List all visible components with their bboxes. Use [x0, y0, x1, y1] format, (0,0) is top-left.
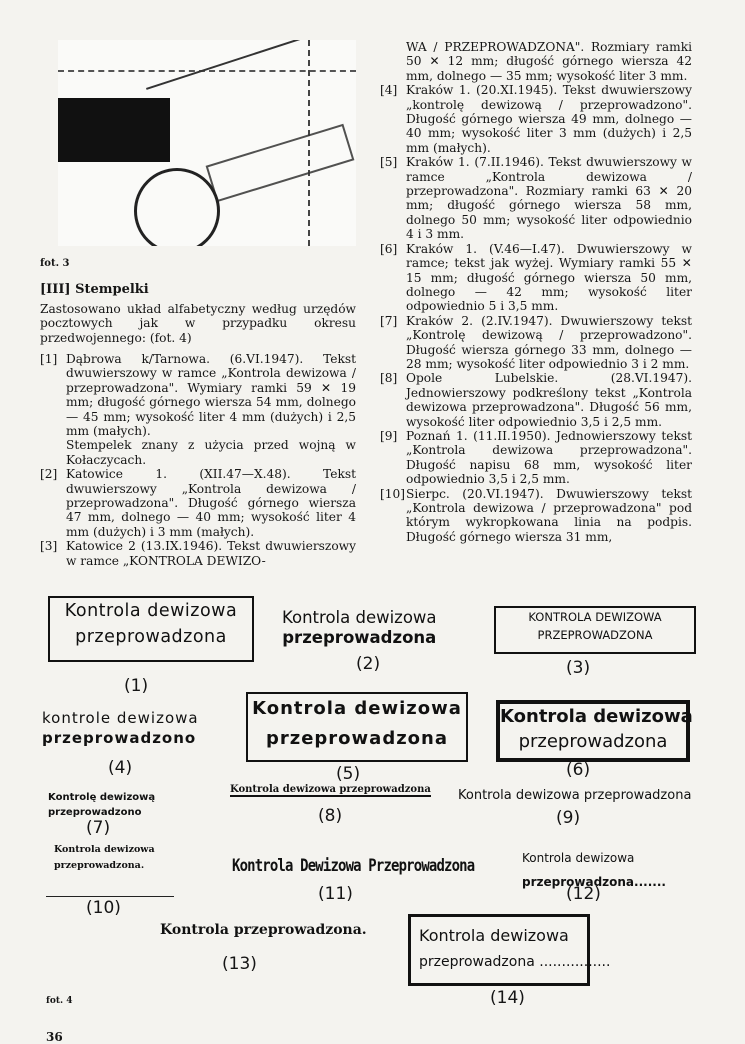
stamp-line-1: Kontrola dewizowa przeprowadzona [458, 788, 692, 803]
stamp-10 [54, 842, 155, 874]
catalog-entry [380, 155, 692, 241]
stamp-line-1: Kontrolę dewizową [48, 792, 156, 803]
stamp-label-13: (13) [222, 954, 257, 974]
stamp-line-1: Kontrola dewizowa [252, 698, 462, 719]
entry-number: [3] [40, 539, 58, 554]
entry-text: Poznań 1. (11.II.1950). Jednowierszowy tekst „Kontrola dewizowa przeprowadzona". Długość napisu 68 mm, wysokość liter odpowiednio 3,5 i 2,5 mm. [406, 428, 692, 487]
entry-number: [8] [380, 371, 398, 386]
entry-number: [2] [40, 467, 58, 482]
page-number: 36 [46, 1030, 63, 1044]
catalog-entry [40, 467, 356, 539]
stamp-line-1: Kontrola przeprowadzona. [160, 922, 367, 938]
entry-number: [7] [380, 313, 398, 328]
entry-text: Katowice 2 (13.IX.1946). Tekst dwuwierszowy w ramce „KONTROLA DEWIZO- [66, 539, 356, 568]
stamp-line-1: Kontrola dewizowa [282, 608, 437, 627]
stamp-5 [246, 692, 468, 762]
stamp-4 [42, 708, 199, 748]
entry-number: [5] [380, 155, 398, 170]
entry-text: Dąbrowa k/Tarnowa. (6.VI.1947). Tekst dwuwierszowy w ramce „Kontrola dewizowa / przeprowadzona". Wymiary ramki 59 ✕ 19 mm; długość górnego wiersza 54 mm, dolnego — 45 mm; wysokość liter 4 mm (dużych) i 2,5 mm (małych). [66, 352, 356, 439]
stamp-line-1: Kontrola dewizowa [522, 851, 635, 865]
stamp-13 [160, 922, 367, 938]
entry-number: [1] [40, 352, 58, 366]
stamp-6 [496, 700, 693, 762]
stamp-11 [232, 856, 474, 876]
stamp-line-2: przeprowadzona ................ [419, 954, 611, 970]
stamp-line-2: przeprowadzona [518, 731, 668, 752]
stamp-line-2: przeprowadzono [42, 729, 197, 747]
stamp-label-4: (4) [108, 758, 133, 778]
right-column [380, 40, 692, 544]
stamp-label-8: (8) [318, 806, 343, 826]
left-column [40, 352, 356, 568]
section-heading: [III] Stempelki [40, 282, 149, 297]
photo-postmark [134, 168, 220, 246]
entry-note: Stempelek znany z użycia przed wojną w Kołaczycach. [66, 438, 356, 467]
entry-text: Kraków 2. (2.IV.1947). Dwuwierszowy tekst „Kontrolę dewizową / przeprowadzono". Długość wiersza górnego 33 mm, dolnego — 28 mm; wysokość liter odpowiednio 3 i 2 mm. [406, 313, 692, 371]
stamp-1 [48, 596, 254, 662]
stamp-label-3: (3) [566, 658, 591, 678]
stamp-line-1: KONTROLA DEWIZOWA [528, 610, 662, 624]
stamp-label-5: (5) [336, 764, 361, 784]
envelope-photo [58, 40, 356, 246]
catalog-entry [40, 539, 356, 568]
entry-text: Sierpc. (20.VI.1947). Dwuwierszowy tekst „Kontrola dewizowa / przeprowadzona" pod którym wykropkowana linia na podpis. Długość górnego wiersza 31 mm, [406, 486, 692, 544]
stamp-label-2: (2) [356, 654, 381, 674]
stamp-line-1: Kontrola dewizowa [500, 706, 693, 727]
catalog-entry [380, 429, 692, 487]
stamp-line-1: Kontrola dewizowa [419, 926, 569, 945]
intro-paragraph: Zastosowano układ alfabetyczny według urzędów pocztowych jak w przypadku okresu przedwojennego: (fot. 4) [40, 302, 356, 345]
stamp-14 [408, 914, 611, 986]
stamp-line-1: Kontrola dewizowa przeprowadzona [230, 784, 431, 795]
stamp-7 [48, 790, 155, 820]
stamp-3 [494, 606, 696, 654]
stamp-label-10: (10) [86, 898, 121, 918]
catalog-entry [380, 314, 692, 372]
entry-number: [9] [380, 428, 398, 443]
stamp-label-12: (12) [566, 884, 601, 904]
entry-continuation: WA / PRZEPROWADZONA". Rozmiary ramki 50 ✕ 12 mm; długość górnego wiersza 42 mm, dolnego — 35 mm; wysokość liter 3 mm. [406, 40, 692, 83]
stamp-label-9: (9) [556, 808, 581, 828]
stamp-line-1: Kontrola dewizowa [64, 601, 238, 621]
figure-caption-4: fot. 4 [46, 996, 73, 1006]
catalog-entry [380, 83, 692, 155]
catalog-entry [40, 352, 356, 438]
stamp-line-2: przeprowadzona. [54, 860, 145, 871]
entry-text: Katowice 1. (XII.47—X.48). Tekst dwuwierszowy „Kontrola dewizowa / przeprowadzona". Długość górnego wiersza 47 mm, dolnego — 40 mm; wysokość liter 4 mm (dużych) i 3 mm (małych). [66, 467, 356, 539]
stamp-label-7: (7) [86, 818, 111, 838]
catalog-entry [380, 371, 692, 429]
entry-text: Kraków 1. (V.46—I.47). Dwuwierszowy w ramce; tekst jak wyżej. Wymiary ramki 55 ✕ 15 mm; długość górnego wiersza 50 mm, dolnego — 42 mm; wysokość liter odpowiednio 5 i 3,5 mm. [406, 241, 692, 314]
stamp-line-1: kontrole dewizowa [42, 709, 199, 727]
entry-number: [6] [380, 241, 398, 256]
entry-text: Kraków 1. (7.II.1946). Tekst dwuwierszowy w ramce „Kontrola dewizowa / przeprowadzona". Rozmiary ramki 63 ✕ 20 mm; długość górnego wiersza 58 mm, dolnego 50 mm; wysokość liter odpowiednio 4 i 3 mm. [406, 155, 692, 242]
stamp-label-6: (6) [566, 760, 591, 780]
catalog-entry [380, 242, 692, 314]
stamp-line-2: przeprowadzona [282, 628, 437, 647]
entry-number: [10] [380, 486, 406, 501]
stamp-label-14: (14) [490, 988, 525, 1008]
stamp-line-1: Kontrola Dewizowa Przeprowadzona [232, 856, 475, 876]
stamp-line-2: przeprowadzona [75, 627, 227, 647]
stamp-label-11: (11) [318, 884, 353, 904]
stamp-line-2: przeprowadzono [48, 807, 142, 818]
stamp-2 [282, 608, 437, 648]
figure-caption-3: fot. 3 [40, 258, 70, 269]
stamp-line-2: przeprowadzona [265, 728, 449, 749]
stamp-line-1: Kontrola dewizowa [54, 844, 155, 855]
entry-text: Opole Lubelskie. (28.VI.1947). Jednowierszowy podkreślony tekst „Kontrola dewizowa przeprowadzona". Długość 56 mm, wysokość liter odpowiednio 3,5 i 2,5 mm. [406, 371, 692, 429]
stamp-label-1: (1) [124, 676, 149, 696]
stamp-line-2: przeprowadzona....... [522, 875, 666, 889]
entry-text: Kraków 1. (20.XI.1945). Tekst dwuwierszowy „kontrolę dewizową / przeprowadzono". Długość górnego wiersza 49 mm, dolnego — 40 mm; wysokość liter 3 mm (dużych) i 2,5 mm (małych). [406, 83, 692, 155]
stamp-line-2: PRZEPROWADZONA [537, 628, 653, 642]
signature-line [46, 896, 174, 897]
entry-number: [4] [380, 83, 398, 98]
stamp-8 [230, 784, 431, 797]
stamp-9 [458, 788, 691, 803]
catalog-entry [380, 487, 692, 545]
